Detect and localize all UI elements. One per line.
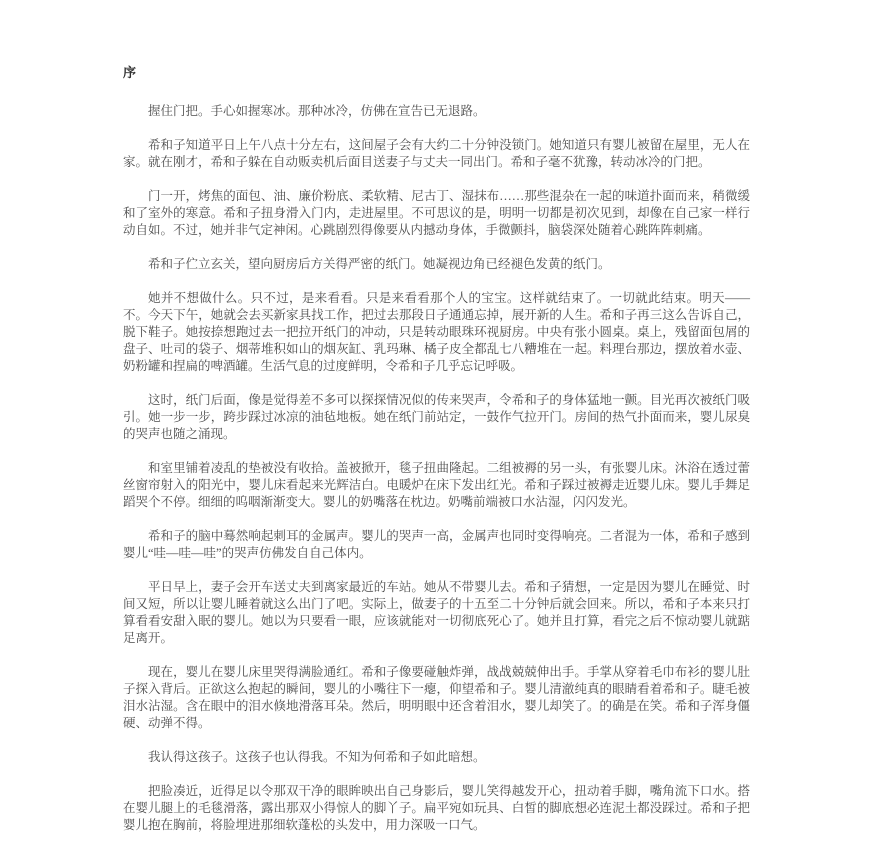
paragraph: 这时，纸门后面，像是觉得差不多可以探探情况似的传来哭声，令希和子的身体猛地一颤。目光再次被纸门吸引。她一步一步，跨步踩过冰凉的油毡地板。她在纸门前站定，一鼓作气拉开门。房间的热气扑面而来，婴儿尿臭的哭声也随之涌现。 (123, 393, 750, 441)
paragraph: 希和子知道平日上午八点十分左右，这间屋子会有大约二十分钟没锁门。她知道只有婴儿被留在屋里，无人在家。就在刚才，希和子躲在自动贩卖机后面目送妻子与丈夫一同出门。希和子毫不犹豫，转动冰冷的门把。 (123, 138, 750, 169)
chapter-body (123, 103, 750, 834)
paragraph: 希和子伫立玄关，望向厨房后方关得严密的纸门。她凝视边角已经褪色发黄的纸门。 (148, 257, 611, 271)
chapter-title: 序 (123, 65, 138, 80)
paragraph: 门一开，烤焦的面包、油、廉价粉底、柔软精、尼古丁、湿抹布……那些混杂在一起的味道扑面而来，稍微缓和了室外的寒意。希和子扭身滑入门内，走进屋里。不可思议的是，明明一切都是初次见到，却像在自己家一样行动自如。不过，她并非气定神闲。心跳剧烈得像要从内撼动身体，手微颤抖，脑袋深处随着心跳阵阵刺痛。 (123, 189, 750, 237)
text-column (123, 62, 750, 851)
paragraph: 握住门把。手心如握寒冰。那种冰冷，仿佛在宣告已无退路。 (148, 104, 486, 118)
paragraph: 她并不想做什么。只不过，是来看看。只是来看看那个人的宝宝。这样就结束了。一切就此结束。明天——不。今天下午，她就会去买新家具找工作，把过去那段日子通通忘掉，展开新的人生。希和子再三这么告诉自己，脱下鞋子。她按捺想跑过去一把拉开纸门的冲动，只是转动眼珠环视厨房。中央有张小圆桌。桌上，残留面包屑的盘子、吐司的袋子、烟蒂堆积如山的烟灰缸、乳玛琳、橘子皮全都乱七八糟堆在一起。料理台那边，摆放着水壶、奶粉罐和捏扁的啤酒罐。生活气息的过度鲜明，令希和子几乎忘记呼吸。 (123, 291, 750, 373)
paragraph: 我认得这孩子。这孩子也认得我。不知为何希和子如此暗想。 (148, 750, 486, 764)
paragraph: 和室里铺着凌乱的垫被没有收拾。盖被掀开，毯子扭曲隆起。二组被褥的另一头，有张婴儿床。沐浴在透过蕾丝窗帘射入的阳光中，婴儿床看起来光辉洁白。电暖炉在床下发出红光。希和子踩过被褥走近婴儿床。婴儿手舞足蹈哭个不停。细细的呜咽渐渐变大。婴儿的奶嘴落在枕边。奶嘴前端被口水沾湿，闪闪发光。 (123, 461, 750, 509)
paragraph: 平日早上，妻子会开车送丈夫到离家最近的车站。她从不带婴儿去。希和子猜想，一定是因为婴儿在睡觉、时间又短，所以让婴儿睡着就这么出门了吧。实际上，做妻子的十五至二十分钟后就会回来。所以，希和子本来只打算看看安甜入眠的婴儿。她以为只要看一眼，应该就能对一切彻底死心了。她并且打算，看完之后不惊动婴儿就踮足离开。 (123, 580, 750, 645)
paragraph: 现在，婴儿在婴儿床里哭得满脸通红。希和子像要碰触炸弹，战战兢兢伸出手。手掌从穿着毛巾布衫的婴儿肚子探入背后。正欲这么抱起的瞬间，婴儿的小嘴往下一瘪，仰望希和子。婴儿清澈纯真的眼睛看着希和子。睫毛被泪水沾湿。含在眼中的泪水倏地滑落耳朵。然后，明明眼中还含着泪水，婴儿却笑了。的确是在笑。希和子浑身僵硬、动弹不得。 (123, 665, 750, 730)
paragraph: 希和子的脑中蓦然响起刺耳的金属声。婴儿的哭声一高，金属声也同时变得响亮。二者混为一体，希和子感到婴儿“哇—哇—哇”的哭声仿佛发自自己体内。 (123, 529, 750, 560)
paragraph: 把脸凑近，近得足以令那双干净的眼眸映出自己身影后，婴儿笑得越发开心，扭动着手脚，嘴角流下口水。搭在婴儿腿上的毛毯滑落，露出那双小得惊人的脚丫子。扁平宛如玩具、白皙的脚底想必连泥土都没踩过。希和子把婴儿抱在胸前，将脸埋进那细软蓬松的头发中，用力深吸一口气。 (123, 784, 750, 832)
